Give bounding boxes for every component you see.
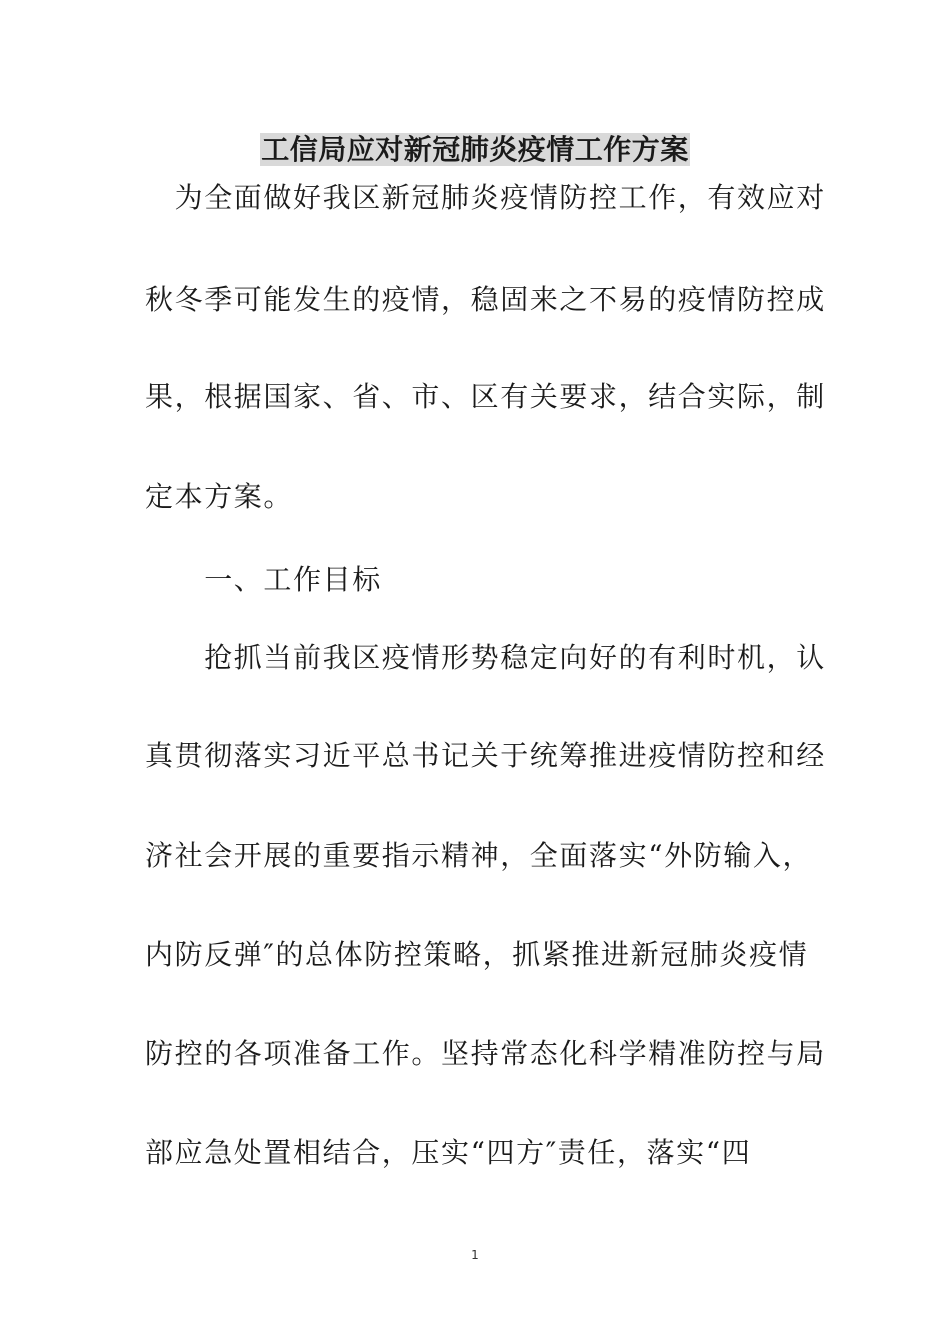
document-title [0, 130, 950, 170]
paragraph-line: 秋冬季可能发生的疫情，稳固来之不易的疫情防控成 [145, 283, 826, 316]
paragraph-line: 内防反弹″的总体防控策略，抓紧推进新冠肺炎疫情 [145, 938, 809, 971]
paragraph-line: 果，根据国家、省、市、区有关要求，结合实际，制 [145, 380, 826, 413]
paragraph-line: 真贯彻落实习近平总书记关于统筹推进疫情防控和经 [145, 739, 826, 772]
paragraph-line: 抢抓当前我区疫情形势稳定向好的有利时机，认 [145, 641, 826, 674]
paragraph-line: 为全面做好我区新冠肺炎疫情防控工作，有效应对 [145, 181, 826, 214]
page-number: 1 [471, 1248, 479, 1262]
paragraph-line: 济社会开展的重要指示精神，全面落实“外防输入， [145, 839, 813, 872]
paragraph-line: 定本方案。 [145, 480, 294, 513]
section-heading: 一、工作目标 [145, 563, 382, 596]
paragraph-line: 部应急处置相结合，压实“四方″责任，落实“四 [145, 1136, 752, 1169]
document-title-text: 工信局应对新冠肺炎疫情工作方案 [261, 133, 689, 166]
paragraph-line: 防控的各项准备工作。坚持常态化科学精准防控与局 [145, 1037, 826, 1070]
